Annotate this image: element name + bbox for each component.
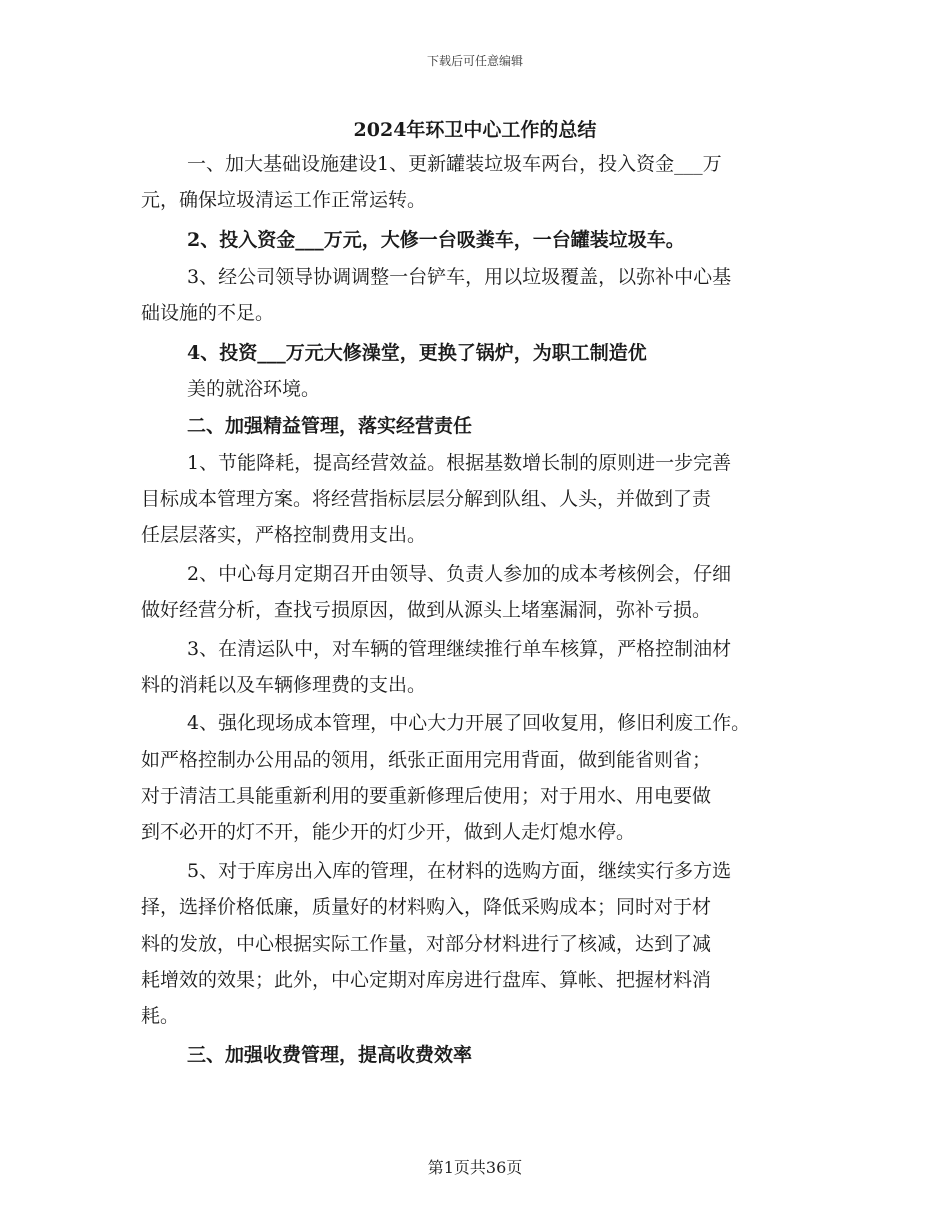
section-heading: 三、加强收费管理，提高收费效率 bbox=[187, 1044, 473, 1066]
page-header: 下载后可任意编辑 bbox=[426, 54, 523, 68]
paragraph-line: 目标成本管理方案。将经营指标层层分解到队组、人头，并做到了责 bbox=[141, 488, 712, 510]
paragraph-line: 耗。 bbox=[141, 1005, 180, 1027]
paragraph-line: 4、强化现场成本管理，中心大力开展了回收复用，修旧利废工作。 bbox=[187, 712, 751, 734]
paragraph-line: 做好经营分析，查找亏损原因，做到从源头上堵塞漏洞，弥补亏损。 bbox=[141, 599, 712, 621]
section-heading: 二、加强精益管理，落实经营责任 bbox=[187, 415, 473, 437]
paragraph-line: 3、在清运队中，对车辆的管理继续推行单车核算，严格控制油材 bbox=[187, 638, 732, 660]
paragraph-line: 5、对于库房出入库的管理，在材料的选购方面，继续实行多方选 bbox=[187, 860, 732, 882]
paragraph-line-bold: 4、投资___万元大修澡堂，更换了锅炉，为职工制造优 bbox=[187, 342, 647, 364]
paragraph-line: 3、经公司领导协调调整一台铲车，用以垃圾覆盖，以弥补中心基 bbox=[187, 266, 732, 288]
paragraph-line: 到不必开的灯不开，能少开的灯少开，做到人走灯熄水停。 bbox=[141, 821, 636, 843]
paragraph-line: 对于清洁工具能重新利用的要重新修理后使用；对于用水、用电要做 bbox=[141, 785, 712, 807]
paragraph-line: 耗增效的效果；此外，中心定期对库房进行盘库、算帐、把握材料消 bbox=[141, 969, 712, 991]
document-title: 2024年环卫中心工作的总结 bbox=[353, 119, 597, 141]
paragraph-line: 美的就浴环境。 bbox=[187, 378, 321, 400]
paragraph-line: 任层层落实，严格控制费用支出。 bbox=[141, 524, 427, 546]
paragraph-line: 2、中心每月定期召开由领导、负责人参加的成本考核例会，仔细 bbox=[187, 563, 732, 585]
paragraph-line: 一、加大基础设施建设1、更新罐装垃圾车两台，投入资金___万 bbox=[187, 153, 722, 175]
paragraph-line: 础设施的不足。 bbox=[141, 302, 275, 324]
paragraph-line: 如严格控制办公用品的领用，纸张正面用完用背面，做到能省则省； bbox=[141, 749, 712, 771]
paragraph-line: 1、节能降耗，提高经营效益。根据基数增长制的原则进一步完善 bbox=[187, 452, 732, 474]
paragraph-line: 元，确保垃圾清运工作正常运转。 bbox=[141, 189, 427, 211]
paragraph-line: 料的消耗以及车辆修理费的支出。 bbox=[141, 674, 427, 696]
paragraph-line: 择，选择价格低廉，质量好的材料购入，降低采购成本；同时对于材 bbox=[141, 896, 712, 918]
page-footer: 第1页共36页 bbox=[427, 1158, 523, 1177]
paragraph-line: 料的发放，中心根据实际工作量，对部分材料进行了核减，达到了减 bbox=[141, 933, 712, 955]
paragraph-line-bold: 2、投入资金___万元，大修一台吸粪车，一台罐装垃圾车。 bbox=[187, 229, 685, 251]
